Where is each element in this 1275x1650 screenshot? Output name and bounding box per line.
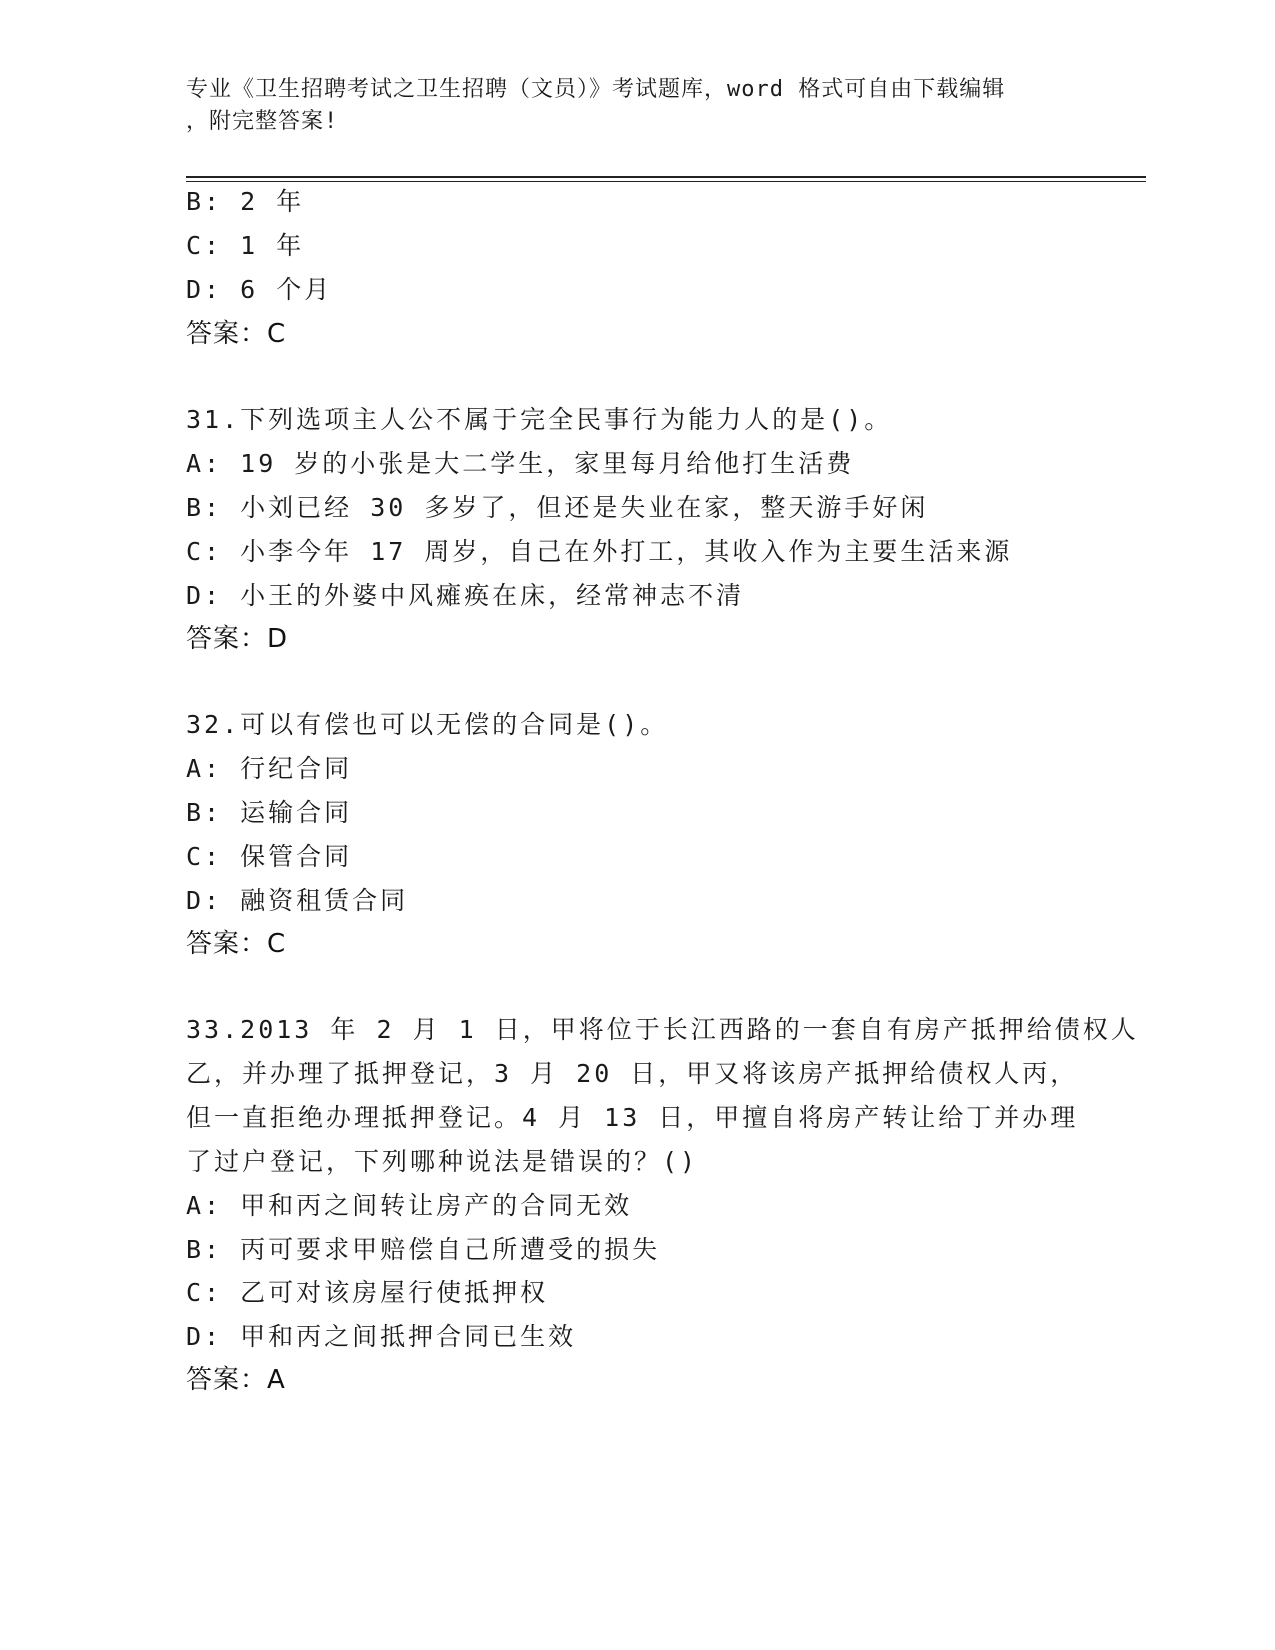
q31-answer: 答案：D [186,624,289,654]
q33-stem-line-1: 33.2013 年 2 月 1 日，甲将位于长江西路的一套自有房产抵押给债权人 [186,1015,1139,1044]
header-line-2: ，附完整答案! [186,109,339,134]
q33-answer: 答案：A [186,1365,286,1395]
q31-stem: 31.下列选项主人公不属于完全民事行为能力人的是()。 [186,405,893,434]
q32-option-c: C: 保管合同 [186,842,353,871]
q30-answer: 答案：C [186,319,287,349]
q33-option-c: C: 乙可对该房屋行使抵押权 [186,1278,549,1307]
q31-option-b: B: 小刘已经 30 多岁了，但还是失业在家，整天游手好闲 [186,493,929,522]
q33-stem-line-4: 了过户登记，下列哪种说法是错误的？() [186,1147,699,1176]
q32-answer: 答案：C [186,929,287,959]
header-divider-thick [186,176,1146,178]
q33-option-d: D: 甲和丙之间抵押合同已生效 [186,1322,577,1351]
q33-stem-line-3: 但一直拒绝办理抵押登记。4 月 13 日，甲擅自将房产转让给丁并办理 [186,1103,1079,1132]
q30-option-b: B: 2 年 [186,187,305,216]
q32-stem: 32.可以有偿也可以无偿的合同是()。 [186,710,669,739]
header-line-1: 专业《卫生招聘考试之卫生招聘（文员）》考试题库，word 格式可自由下载编辑 [186,77,1006,102]
document-header [186,74,1066,138]
q30-option-c: C: 1 年 [186,231,305,260]
q32-option-d: D: 融资租赁合同 [186,886,409,915]
q30-option-d: D: 6 个月 [186,275,333,304]
q33-option-a: A: 甲和丙之间转让房产的合同无效 [186,1191,633,1220]
q31-option-d: D: 小王的外婆中风瘫痪在床，经常神志不清 [186,581,745,610]
q32-option-a: A: 行纪合同 [186,754,353,783]
q33-option-b: B: 丙可要求甲赔偿自己所遭受的损失 [186,1235,661,1264]
q31-option-c: C: 小李今年 17 周岁，自己在外打工，其收入作为主要生活来源 [186,537,1013,566]
header-divider-thin [186,181,1146,182]
q32-option-b: B: 运输合同 [186,798,353,827]
q31-option-a: A: 19 岁的小张是大二学生，家里每月给他打生活费 [186,449,855,478]
q33-stem-line-2: 乙，并办理了抵押登记，3 月 20 日，甲又将该房产抵押给债权人丙， [186,1059,1079,1088]
